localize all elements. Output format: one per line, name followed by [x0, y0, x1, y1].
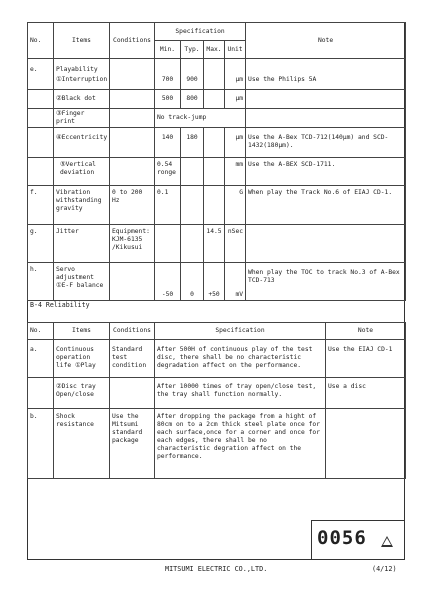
row-min: 700 — [155, 75, 181, 89]
row-typ — [181, 157, 204, 185]
row-note — [246, 108, 406, 127]
row-item: ⑤Vertical deviation — [54, 157, 110, 185]
row-note: Use a disc — [326, 378, 406, 409]
header-max: Max. — [204, 41, 225, 59]
row-min — [155, 224, 181, 262]
row-conditions: Use the Mitsumi standard package — [110, 409, 155, 479]
header-conditions: Conditions — [110, 323, 155, 340]
row-no: b. — [28, 409, 54, 479]
row-max — [204, 89, 225, 108]
row-note: Use the Philips 5A — [246, 75, 406, 89]
row-spec: No track-jump — [155, 108, 246, 127]
row-note: When play the TOC to track No.3 of A-Bex TCD-713 — [246, 262, 406, 300]
header-specification: Specification — [155, 23, 246, 41]
row-typ — [181, 185, 204, 224]
row-typ: 900 — [181, 75, 204, 89]
row-item: Jitter — [54, 224, 110, 262]
row-note: Use the EIAJ CD-1 — [326, 340, 406, 378]
header-conditions: Conditions — [110, 23, 155, 59]
row-conditions: 0 to 200 Hz — [110, 185, 155, 224]
row-unit: mV — [225, 262, 246, 300]
header-specification: Specification — [155, 323, 326, 340]
footer-page-number: (4/12) — [372, 565, 397, 573]
section-title: B-4 Reliability — [30, 301, 90, 309]
row-note: When play the Track No.6 of EIAJ CD-1. — [246, 185, 406, 224]
row-min: 0.1 — [155, 185, 181, 224]
row-item: Shock resistance — [54, 409, 110, 479]
row-note — [246, 224, 406, 262]
header-unit: Unit — [225, 41, 246, 59]
header-items: Items — [54, 23, 110, 59]
triangle-icon — [381, 536, 393, 547]
row-max — [204, 127, 225, 157]
row-typ: 180 — [181, 127, 204, 157]
spec-table — [27, 22, 406, 301]
row-conditions — [110, 59, 155, 90]
row-no: h. — [28, 262, 54, 300]
row-spec: After 500H of continuous play of the test disc, there shall be no characteristic degradation affect on the performance. — [155, 340, 326, 378]
row-item: ④Eccentricity — [54, 127, 110, 157]
row-unit: G — [225, 185, 246, 224]
stamp-number: 0056 — [317, 527, 367, 549]
row-conditions: Standard test condition — [110, 340, 155, 378]
row-spec: After dropping the package from a hight of 80cm on to a 2cm thick steel plate once for each surface,once for a corner and once for each edges, there shall be no characteristic degration affect on the performance. — [155, 409, 326, 479]
row-note: Use the A-BEX SCD-1711. — [246, 157, 406, 185]
row-unit: nSec — [225, 224, 246, 262]
row-max — [204, 185, 225, 224]
row-typ: 800 — [181, 89, 204, 108]
row-note — [246, 89, 406, 108]
row-spec: After 10000 times of tray open/close test, the tray shall function normally. — [155, 378, 326, 409]
row-item: ②Black dot — [54, 89, 110, 108]
row-item: ①Interruption — [54, 75, 110, 89]
row-unit: μm — [225, 127, 246, 157]
row-item: ②Disc tray Open/close — [54, 378, 110, 409]
row-min: 500 — [155, 89, 181, 108]
row-no: a. — [28, 340, 54, 378]
header-no: No. — [28, 323, 54, 340]
row-unit: μm — [225, 89, 246, 108]
header-items: Items — [54, 323, 110, 340]
row-typ — [181, 224, 204, 262]
row-item: Servo adjustment ①E-F balance — [54, 262, 110, 300]
row-item: Playability — [54, 59, 110, 76]
row-max — [204, 75, 225, 89]
row-note — [326, 409, 406, 479]
row-unit: mm — [225, 157, 246, 185]
header-typ: Typ. — [181, 41, 204, 59]
row-item: Continuous operation life ①Play — [54, 340, 110, 378]
row-typ: 0 — [181, 262, 204, 300]
row-item: ③Finger print — [54, 108, 110, 127]
row-max — [204, 157, 225, 185]
row-min: 0.54 ronge — [155, 157, 181, 185]
row-min: -50 — [155, 262, 181, 300]
footer-company: MITSUMI ELECTRIC CO.,LTD. — [165, 565, 268, 573]
header-note: Note — [326, 323, 406, 340]
row-no: e. — [28, 59, 54, 90]
row-max: +50 — [204, 262, 225, 300]
row-min: 140 — [155, 127, 181, 157]
row-unit: μm — [225, 75, 246, 89]
row-item: Vibration withstanding gravity — [54, 185, 110, 224]
header-note: Note — [246, 23, 406, 59]
row-max: 14.5 — [204, 224, 225, 262]
reliability-table — [27, 322, 406, 479]
row-no: g. — [28, 224, 54, 262]
header-no: No. — [28, 23, 54, 59]
header-min: Min. — [155, 41, 181, 59]
row-no: f. — [28, 185, 54, 224]
row-conditions: Equipment: KJM-6135 /Kikusui — [110, 224, 155, 262]
row-note: Use the A-Bex TCD-712(140μm) and SCD-1432(180μm). — [246, 127, 406, 157]
row-conditions — [110, 262, 155, 300]
